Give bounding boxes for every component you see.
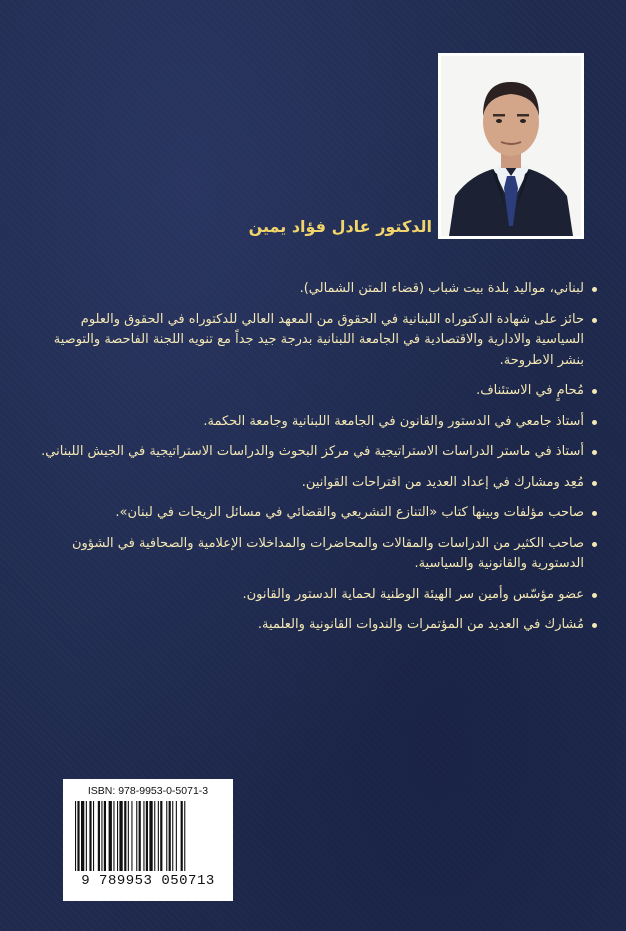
barcode-bar xyxy=(149,801,152,871)
author-photo xyxy=(438,53,584,239)
barcode xyxy=(73,801,223,871)
barcode-bar xyxy=(136,801,137,871)
barcode-bar xyxy=(160,801,162,871)
bio-item: مُشارك في العديد من المؤتمرات والندوات القانونية والعلمية. xyxy=(38,615,598,636)
barcode-bar xyxy=(131,801,132,871)
barcode-bar xyxy=(119,801,122,871)
barcode-bar xyxy=(172,801,173,871)
barcode-bar xyxy=(169,801,171,871)
barcode-bar xyxy=(176,801,177,871)
barcode-bar xyxy=(128,801,129,871)
author-bio-list xyxy=(38,279,598,646)
barcode-bar xyxy=(184,801,185,871)
bio-item: عضو مؤسّس وأمين سر الهيئة الوطنية لحماية الدستور والقانون. xyxy=(38,585,598,606)
barcode-bar xyxy=(158,801,159,871)
barcode-bar xyxy=(146,801,148,871)
barcode-bar xyxy=(77,801,79,871)
barcode-bar xyxy=(98,801,100,871)
barcode-bar xyxy=(117,801,118,871)
barcode-bar xyxy=(124,801,126,871)
barcode-digits: 9 789953 050713 xyxy=(81,873,215,889)
isbn-barcode-box xyxy=(63,779,233,901)
bio-item: مُحامٍ في الاستئناف. xyxy=(38,381,598,402)
author-name: الدكتور عادل فؤاد يمين xyxy=(248,217,432,236)
barcode-bar xyxy=(154,801,155,871)
bio-item: أستاذ جامعي في الدستور والقانون في الجامعة اللبنانية وجامعة الحكمة. xyxy=(38,412,598,433)
barcode-bar xyxy=(113,801,114,871)
barcode-bar xyxy=(104,801,106,871)
barcode-bar xyxy=(166,801,167,871)
bio-item: أستاذ في ماستر الدراسات الاستراتيجية في مركز البحوث والدراسات الاستراتيجية في الجيش اللبناني. xyxy=(38,442,598,463)
bio-item: حائز على شهادة الدكتوراه اللبنانية في الحقوق من المعهد العالي للدكتوراه في الحقوق والعلوم السياسية والادارية والاقتصادية في الجامعة اللبنانية بدرجة جيد جداً مع تنويه اللجنة الفاحصة والتوصية بنشر الاطروحة. xyxy=(38,310,598,372)
barcode-bar xyxy=(143,801,144,871)
bio-item: صاحب الكثير من الدراسات والمقالات والمحاضرات والمداخلات الإعلامية والصحافية في الشؤون الدستورية والقانونية والسياسية. xyxy=(38,534,598,575)
barcode-bar xyxy=(109,801,112,871)
barcode-bar xyxy=(89,801,91,871)
bio-item: صاحب مؤلفات وبينها كتاب «التنازع التشريعي والقضائي في مسائل الزيجات في لبنان». xyxy=(38,503,598,524)
barcode-bar xyxy=(181,801,183,871)
author-photo-illustration xyxy=(441,56,581,236)
barcode-bar xyxy=(81,801,84,871)
barcode-bar xyxy=(86,801,87,871)
barcode-bar xyxy=(139,801,141,871)
bio-item: مُعِد ومشارك في إعداد العديد من اقتراحات القوانين. xyxy=(38,473,598,494)
barcode-bar xyxy=(75,801,76,871)
barcode-bar xyxy=(101,801,102,871)
isbn-label: ISBN: 978-9953-0-5071-3 xyxy=(87,785,209,797)
barcode-bar xyxy=(93,801,94,871)
bio-item: لبناني، مواليد بلدة بيت شباب (قضاء المتن الشمالي). xyxy=(38,279,598,300)
